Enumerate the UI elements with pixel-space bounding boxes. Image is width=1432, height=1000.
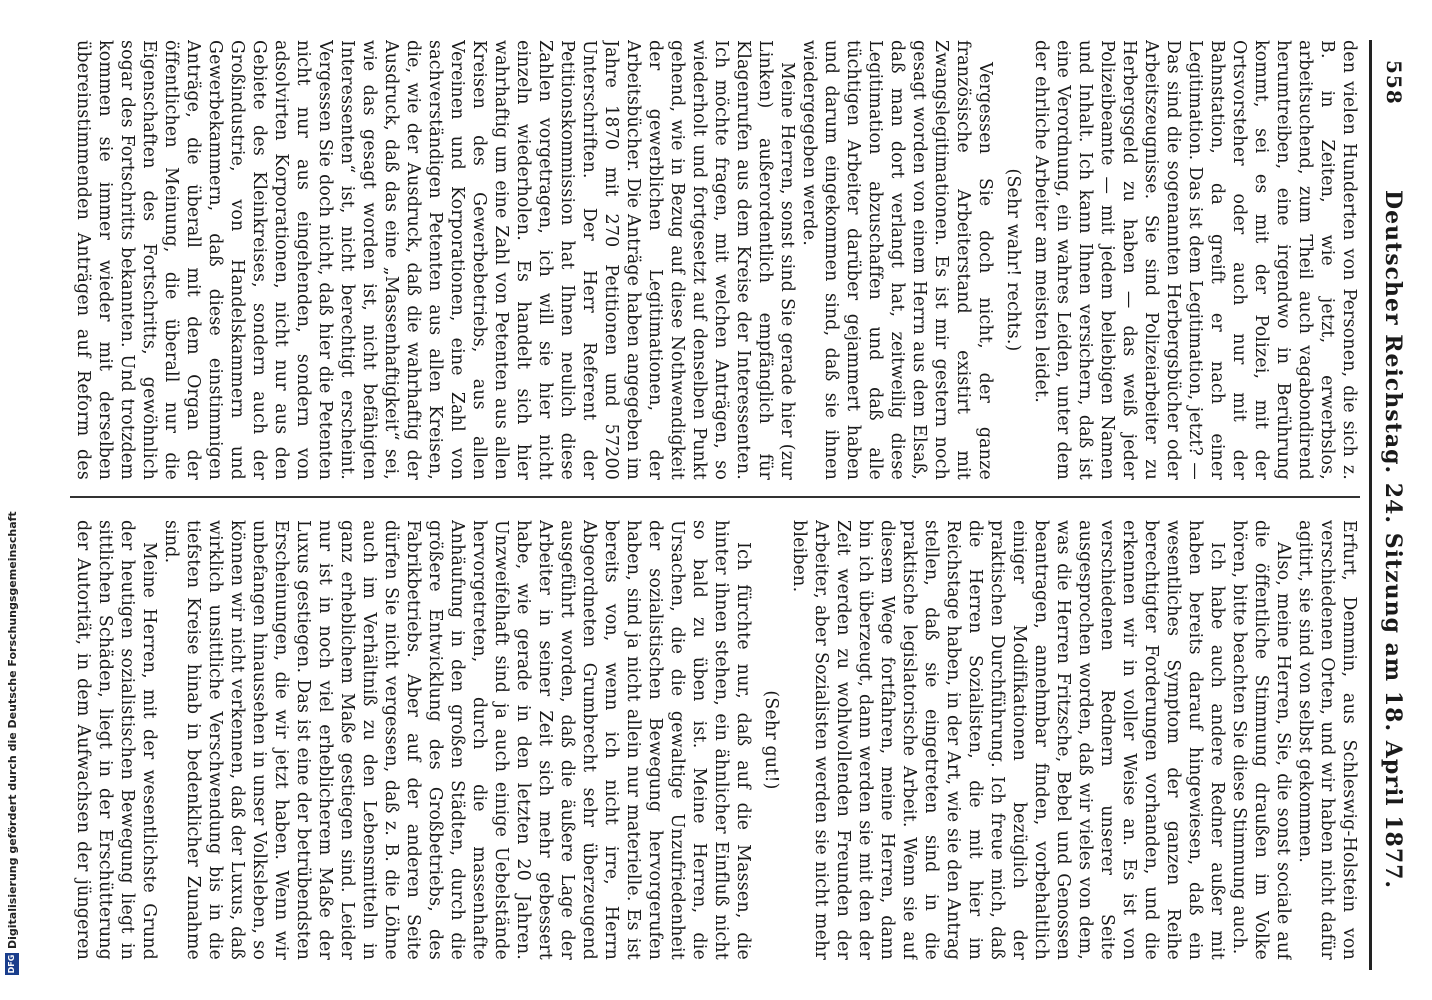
dfg-logo: DFG <box>5 953 19 975</box>
paragraph: Vergessen Sie doch nicht, der ganze französische Arbeiterstand existirt mit Zwangslegitimationen. Es ist mir gestern noch gesagt worden von einem Herrn aus dem Elsaß, daß man dort verlangt hat, zeitweilig diese Legitimation abzuschaffen und daß alle tüchtigen Arbeiter darüber gejammert haben und darum eingekommen sind, daß sie ihnen wiedergegeben werde. <box>799 40 995 480</box>
text-column-left <box>70 40 1360 480</box>
running-title: Deutscher Reichstag. 24. Sitzung am 18. April 1877. <box>1380 190 1406 890</box>
scanned-page <box>70 20 1410 980</box>
paragraph: Meine Herren, sonst sind Sie gerade hier (zur Linken) außerordentlich empfänglich für Klagenrufen aus dem Kreise der Interessenten. Ich möchte fragen, mit welchen Anträgen, so wiederholt und fortgesetzt auf denselben Punkt gehend, wie in Bezug auf diese Nothwendigkeit der gewerblichen Legitimationen, der Arbeitsbücher. Die Anträge haben angegeben im Jahre 1870 mit 270 Petitionen und 57200 Unterschriften. Der Herr Referent der Petitionskommission hat Ihnen neulich diese Zahlen vorgetragen, ich will sie hier nicht einzeln wiederholen. Es handelt sich hier wahrhaftig um eine Zahl von Petenten aus allen Kreisen des Gewerbebetriebs, aus allen Vereinen und Korporationen, eine Zahl von sachverständigen Petenten aus allen Kreisen, die, wie der Ausdruck, daß die wahrhaftig der Ausdruck, daß das eine „Massenhaftigkeit“ sei, wie das gesagt worden ist, nicht befähigten Interessenten“ ist, nicht berechtigt erscheint. Vergessen Sie doch nicht, daß hier die Petenten nicht nur aus eingehenden, sondern von adsolvirten Korporationen, nicht nur aus den Gebiete des Kleinkreises, sondern auch der Großindustrie, von Handelskammern und Gewerbekammern, daß diese einstimmigen Anträge, die überall mit dem Organ der öffentlichen Meinung, die überall nur die Eigenschaften des Fortschritts, gewöhnlich sogar des Fortschritts bekannten. Und trotzdem kommen sie immer wieder mit derselben übereinstimmenden Anträgen auf Reform des <box>73 40 797 480</box>
header-rule <box>1369 40 1372 970</box>
paragraph: Erfurt, Demmin, aus Schleswig-Holstein von verschiedenen Orten, und wir haben nicht dafür agitirt, sie sind von selbst gekommen. <box>1295 520 1359 960</box>
digitization-credit-text: Digitalisierung gefördert durch die Deutsche Forschungsgemeinschaft <box>5 511 19 949</box>
page-content-rotated <box>70 20 1410 980</box>
page-number: 558 <box>1382 60 1406 105</box>
paragraph: Meine Herren, mit der wesentlichste Grund der heutigen sozialistischen Bewegung liegt in sittlichen Schäden, liegt in der Erschütterung der Autorität, in dem Aufwachsen der jüngeren <box>73 520 159 960</box>
page-header <box>1374 60 1410 960</box>
paragraph: Ich fürchte nur, daß auf die Massen, die hinter ihnen stehen, ein ähnlicher Einfluß nicht so bald zu üben ist. Meine Herren, die Ursachen, die die gewaltige Unzufriedenheit der sozialistischen Bewegung hervorgerufen haben, sind ja nicht allein nur materielle. Es ist bereits von, wenn ich nicht irre, Herrn Abgeordneten Grumbrecht sehr überzeugend ausgeführt worden, daß die äußere Lage der Arbeiter in seiner Zeit sich mehr gebessert habe, wie gerade in den letzten 20 Jahren. Unzweifelhaft sind ja auch einige Uebelstände hervorgetreten, durch die massenhafte Anhäufung in den großen Städten, durch die größere Entwicklung des Großbetriebs, des Fabrikbetriebs. Aber auf der anderen Seite dürfen Sie nicht vergessen, daß z. B. die Löhne auch im Verhältniß zu den Lebensmitteln in ganz erheblichem Maße gestiegen sind. Leider nur ist in noch viel erheblicherem Maße der Luxus gestiegen. Das ist eine der betrübendsten Erscheinungen, die wir jetzt haben. Wenn wir unbefangen hinaussehen in unser Volksleben, so können wir nicht verkennen, daß der Luxus, daß wirklich unsittliche Verschwendung bis in die tiefsten Kreise hinab in bedenklicher Zunahme sind. <box>161 520 753 960</box>
column-divider <box>70 496 1360 498</box>
digitization-credit <box>2 0 22 975</box>
paragraph: den vielen Hunderten von Personen, die sich z. B. in Zeiten, wie jetzt, erwerbslos, arbeitsuchend, zum Theil auch vagabondirend herumtreiben, eine irgendwo in Berührung kommt, sei es mit der Polizei, mit der Ortsvorsteher oder auch nur mit der Bahnstation, da greift er nach einer Legitimation. Das ist dem Legitimation, jetzt? — Das sind die sogenannten Herbergsbücher oder Arbeitszeugnisse. Sie sind Polizeiarbeiter zu Herbergsgeld zu haben — das weiß jeder Polizeibeamte — mit jedem beliebigen Namen und Inhalt. Ich kann Ihnen versichern, daß ist eine Verordnung, ein wahres Leiden, unter dem der ehrliche Arbeiter am meisten leidet. <box>1031 40 1359 480</box>
text-column-right <box>70 520 1360 960</box>
paragraph: Also, meine Herren, Sie, die sonst sociale auf die öffentliche Stimmung draußen im Volke hören, bitte beachten Sie diese Stimmung auch. <box>1229 520 1293 960</box>
reaction-note: (Sehr gut!) <box>761 690 781 790</box>
reaction-note: (Sehr wahr! rechts.) <box>1003 168 1023 352</box>
paragraph: Ich habe auch andere Redner außer mit haben bereits darauf hingewiesen, daß ein wesentliches Symptom der ganzen Reihe berechtigter Forderungen vorhanden, und die erkennen wir in voller Weise an. Es ist von verschiedenen Rednern unserer Seite ausgesprochen worden, daß wir vieles von dem, was die Herren Fritzsche, Bebel und Genossen beantragen, annehmbar finden, vorbehaltlich einiger Modifikationen bezüglich der praktischen Durchführung. Ich freue mich, daß die Herren Sozialisten, die mit hier im Reichstage haben, in der Art, wie sie den Antrag stellen, daß sie eingetreten sind in die praktische legislatorische Arbeit. Wenn sie auf diesem Wege fortfahren, meine Herren, dann bin ich überzeugt, dann werden sie mit den der Zeit werden zu wohlwollenden Freunden der Arbeiter, aber Sozialisten werden sie nicht mehr bleiben. <box>789 520 1227 960</box>
